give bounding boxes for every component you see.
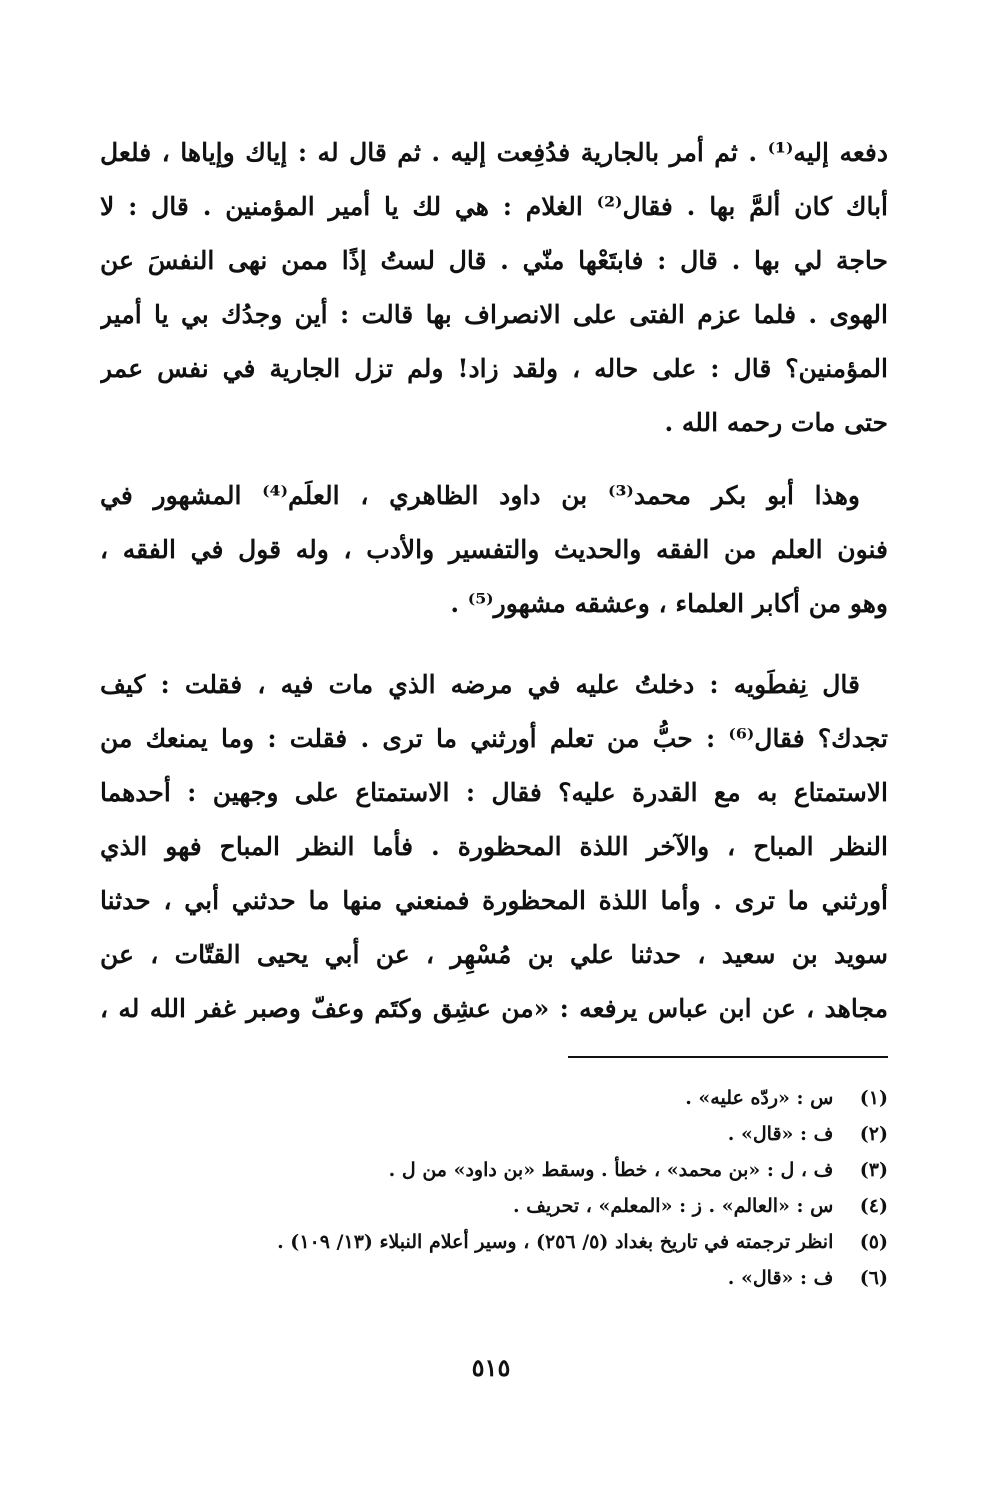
text-line: وهذا أبو بكر محمد⁽³⁾ بن داود الظاهري ، العلَم⁽⁴⁾ المشهور في [100, 481, 860, 510]
text-line: حتى مات رحمه الله . [664, 408, 888, 437]
footnote-number: (٥) [859, 1231, 888, 1253]
page-number: ٥١٥ [471, 1353, 511, 1382]
text-line: النظر المباح ، والآخر اللذة المحظورة . فأما النظر المباح فهو الذي [100, 832, 888, 861]
paragraph-2 [100, 469, 888, 631]
footnote [128, 1152, 888, 1188]
footnote-number: (٦) [859, 1267, 888, 1289]
footnote-text: ف : «قال» . [727, 1267, 834, 1289]
paragraph-1 [100, 126, 888, 450]
text-line: وهو من أكابر العلماء ، وعشقه مشهور⁽⁵⁾ . [450, 589, 888, 618]
text-line: مجاهد ، عن ابن عباس يرفعه : «من عشِق وكتَم وعفّ وصبر غفر الله له ، [100, 994, 888, 1023]
text-line: تجدك؟ فقال⁽⁶⁾ : حبُّ من تعلم أورثني ما ترى . فقلت : وما يمنعك من [100, 724, 888, 753]
text-line: سويد بن سعيد ، حدثنا علي بن مُسْهِر ، عن أبي يحيى القتّات ، عن [100, 940, 888, 969]
footnote-number: (١) [859, 1087, 888, 1109]
footnote-text: س : «ردّه عليه» . [685, 1087, 834, 1109]
footnote-text: انظر ترجمته في تاريخ بغداد (٥/ ٢٥٦) ، وسير أعلام النبلاء (١٣/ ١٠٩) . [277, 1231, 834, 1253]
footnote-number: (٤) [859, 1195, 888, 1217]
text-line: أورثني ما ترى . وأما اللذة المحظورة فمنعني منها ما حدثني أبي ، حدثنا [100, 886, 888, 915]
footnote-text: س : «العالم» . ز : «المعلم» ، تحريف . [512, 1195, 834, 1217]
text-line: حاجة لي بها . قال : فابتَعْها منّي . قال لستُ إذًا ممن نهى النفسَ عن [100, 246, 888, 275]
footnote [128, 1116, 888, 1152]
footnote [128, 1224, 888, 1260]
footnote [128, 1260, 888, 1296]
footnote [128, 1080, 888, 1116]
footnote-text: ف : «قال» . [727, 1123, 834, 1145]
footnote-text: ف ، ل : «بن محمد» ، خطأ . وسقط «بن داود» من ل . [388, 1159, 834, 1181]
footnote-number: (٣) [859, 1159, 888, 1181]
text-line: الهوى . فلما عزم الفتى على الانصراف بها قالت : أين وجدُك بي يا أمير [100, 300, 888, 329]
text-line: المؤمنين؟ قال : على حاله ، ولقد زاد! ولم تزل الجارية في نفس عمر [100, 354, 888, 383]
footnotes [128, 1080, 888, 1296]
text-line: الاستمتاع به مع القدرة عليه؟ فقال : الاستمتاع على وجهين : أحدهما [100, 778, 888, 807]
footnote-separator [568, 1056, 888, 1058]
paragraph-3 [100, 658, 888, 1036]
text-line: فنون العلم من الفقه والحديث والتفسير والأدب ، وله قول في الفقه ، [100, 535, 888, 564]
text-line: أباك كان ألمَّ بها . فقال⁽²⁾ الغلام : هي لك يا أمير المؤمنين . قال : لا [100, 192, 888, 221]
text-line: قال نِفطَويه : دخلتُ عليه في مرضه الذي مات فيه ، فقلت : كيف [100, 670, 860, 699]
footnote-number: (٢) [859, 1123, 888, 1145]
footnote [128, 1188, 888, 1224]
text-line: دفعه إليه⁽¹⁾ . ثم أمر بالجارية فدُفِعت إليه . ثم قال له : إياك وإياها ، فلعل [100, 138, 888, 167]
